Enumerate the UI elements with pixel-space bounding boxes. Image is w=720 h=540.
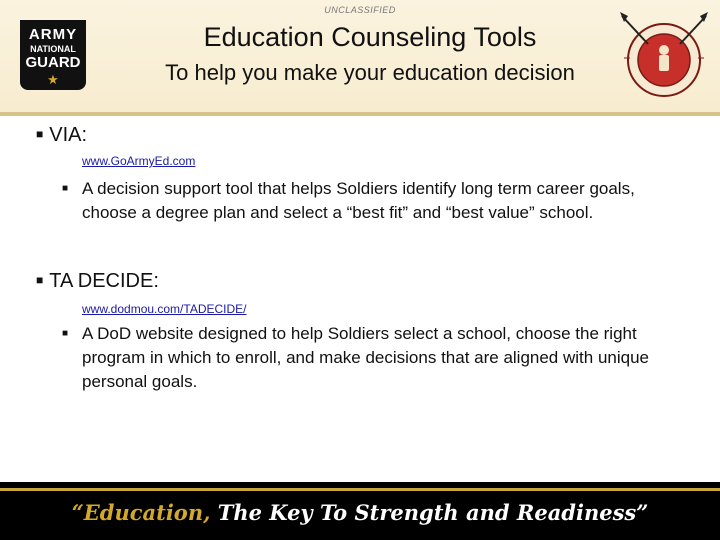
bullet-square-icon: ■ — [62, 183, 69, 194]
section-heading-bold: TA DECIDE — [49, 270, 154, 292]
footer-rest: The Key To Strength and Readiness” — [210, 500, 649, 525]
list-item-ta-decide — [62, 322, 692, 394]
list-item-text: A DoD website designed to help Soldiers select a school, choose the right program in which to enroll, and make decisions that are aligned with unique personal goals. — [82, 324, 649, 391]
section-heading-ta-decide — [36, 270, 159, 293]
list-item-text: A decision support tool that helps Soldiers identify long term career goals, choose a degree plan and select a “best fit” and “best value” school. — [82, 179, 635, 222]
section-heading-colon: : — [153, 270, 159, 292]
header-banner — [0, 0, 720, 112]
link-tadecide[interactable]: www.dodmou.com/TADECIDE/ — [82, 302, 247, 316]
guard-seal-icon — [614, 10, 714, 104]
logo-star-icon: ★ — [47, 72, 59, 87]
bullet-square-icon: ■ — [62, 328, 69, 339]
list-item-via — [62, 177, 692, 225]
bullet-square-icon: ■ — [36, 127, 44, 141]
section-heading-colon: : — [81, 124, 88, 146]
content-area — [0, 116, 720, 482]
logo-line-1: ARMY — [28, 26, 78, 43]
army-national-guard-logo — [20, 20, 86, 90]
logo-line-2: NATIONAL — [30, 44, 76, 54]
footer-quote-open: “ — [71, 500, 84, 525]
logo-line-3: GUARD — [25, 54, 81, 71]
footer-motto — [0, 500, 720, 525]
slide-subtitle: To help you make your education decision — [165, 60, 575, 85]
section-heading-bold: VIA — [49, 124, 82, 146]
section-heading-via — [36, 124, 87, 147]
footer-divider — [0, 488, 720, 491]
bullet-square-icon: ■ — [36, 273, 44, 287]
slide-title: Education Counseling Tools — [203, 22, 537, 52]
classification-label: UNCLASSIFIED — [324, 5, 396, 15]
link-goarmyed[interactable]: www.GoArmyEd.com — [82, 154, 196, 168]
footer-highlight: Education, — [83, 500, 211, 525]
